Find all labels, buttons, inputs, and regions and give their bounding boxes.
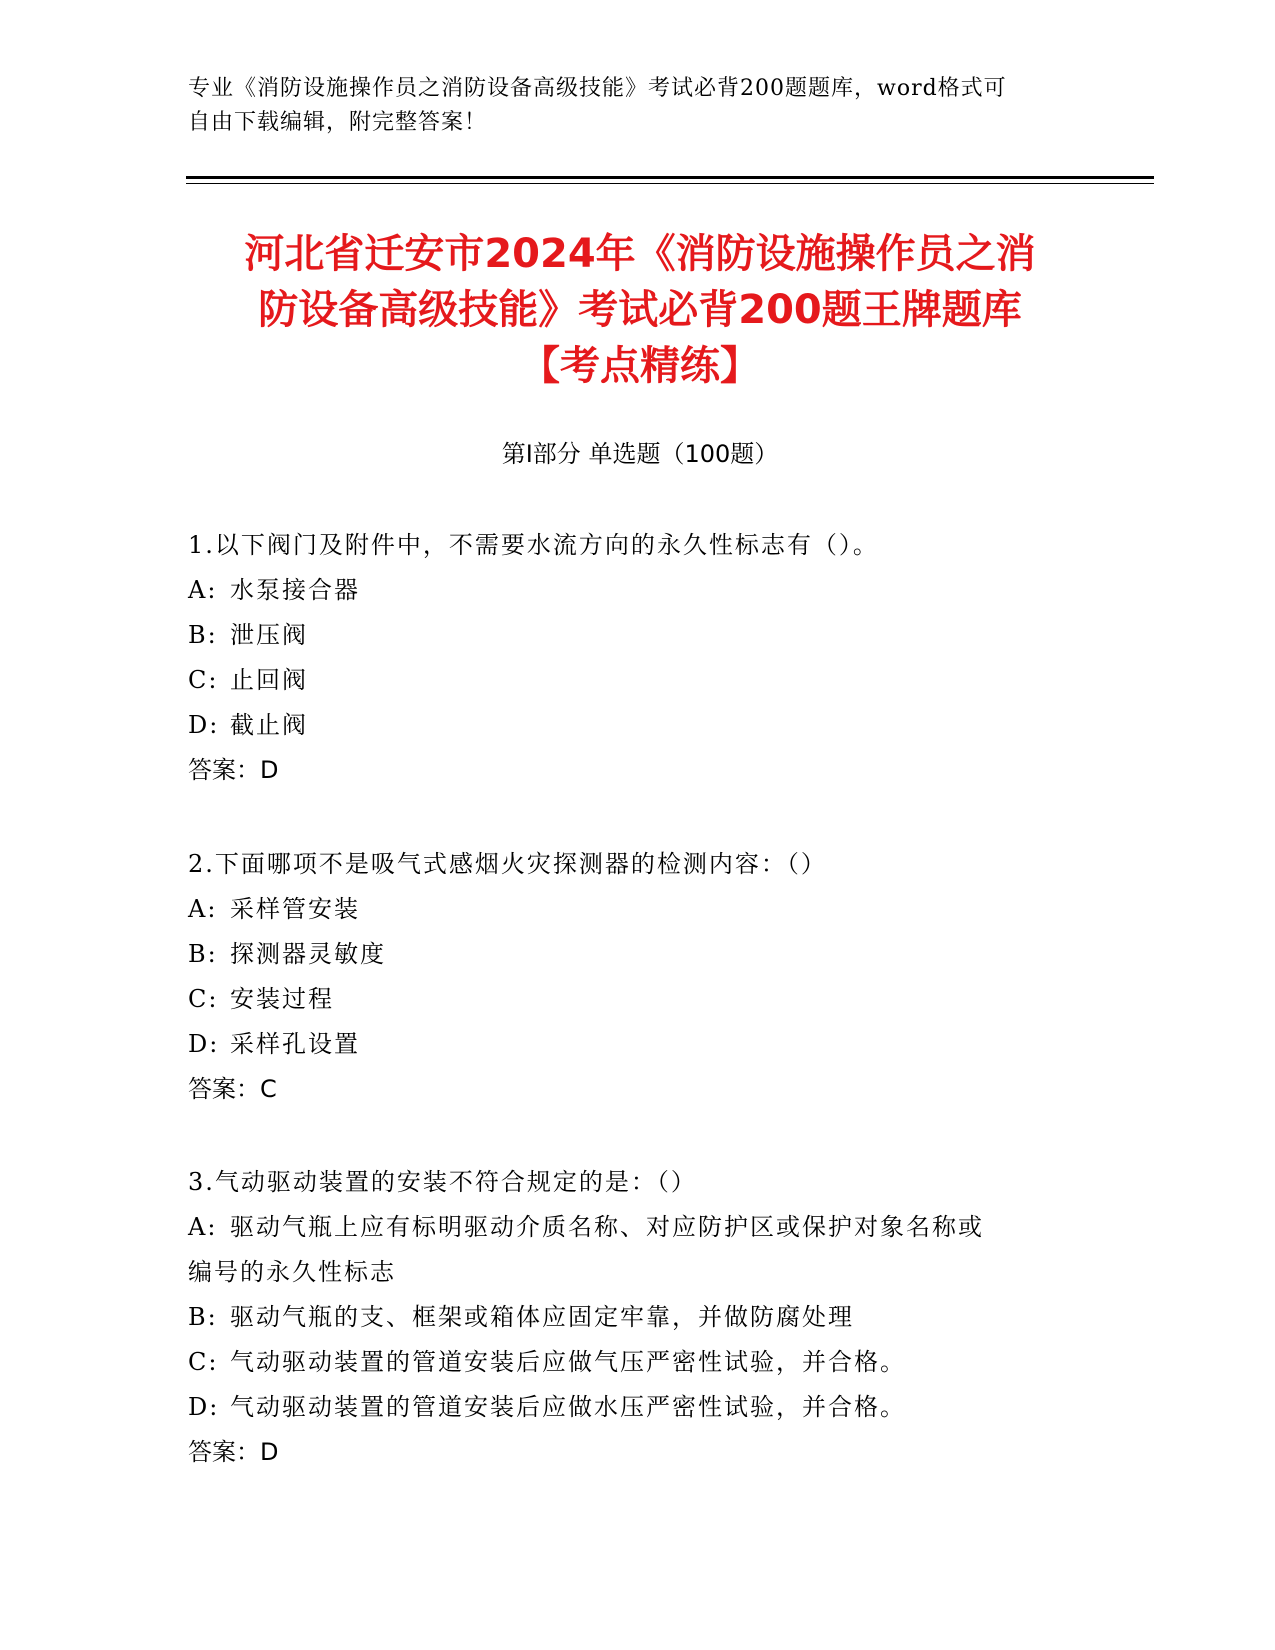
header-divider: [186, 176, 1154, 179]
option-text: 气动驱动装置的管道安装后应做气压严密性试验，并合格。: [230, 1348, 906, 1376]
option-text: 采样孔设置: [230, 1030, 360, 1058]
option-text: 止回阀: [230, 666, 308, 694]
header-note: [188, 72, 1088, 140]
option-d: [188, 703, 1088, 748]
question-text: 3.气动驱动装置的安装不符合规定的是：（）: [188, 1168, 697, 1196]
option-letter: A:: [188, 895, 218, 923]
title-line: 防设备高级技能》考试必背200题王牌题库: [258, 287, 1022, 333]
question-text: 2.下面哪项不是吸气式感烟火灾探测器的检测内容：（）: [188, 850, 827, 878]
option-text: 泄压阀: [230, 621, 308, 649]
option-text: 气动驱动装置的管道安装后应做水压严密性试验，并合格。: [230, 1393, 906, 1421]
document-title: [160, 226, 1120, 394]
option-text: 安装过程: [230, 985, 334, 1013]
option-text: 采样管安装: [230, 895, 360, 923]
option-a: [188, 887, 1088, 932]
option-a: [188, 1205, 1088, 1250]
option-letter: D:: [188, 711, 220, 739]
option-b: [188, 1295, 1088, 1340]
question-block: [188, 523, 1088, 793]
option-d: [188, 1022, 1088, 1067]
header-divider-thin: [186, 183, 1154, 184]
option-text: 截止阀: [230, 711, 308, 739]
question-block: [188, 842, 1088, 1112]
option-letter: B:: [188, 940, 218, 968]
option-letter: B:: [188, 621, 218, 649]
option-a: [188, 568, 1088, 613]
answer-text: 答案：D: [188, 1438, 279, 1466]
answer-text: 答案：D: [188, 756, 279, 784]
option-continuation: 编号的永久性标志: [188, 1258, 396, 1286]
option-letter: D:: [188, 1030, 220, 1058]
option-letter: A:: [188, 576, 218, 604]
option-letter: C:: [188, 985, 219, 1013]
option-text: 驱动气瓶上应有标明驱动介质名称、对应防护区或保护对象名称或: [230, 1213, 984, 1241]
section-heading: 第Ⅰ部分 单选题（100题）: [501, 440, 779, 468]
option-c: [188, 658, 1088, 703]
option-text: 驱动气瓶的支、框架或箱体应固定牢靠，并做防腐处理: [230, 1303, 854, 1331]
option-letter: B:: [188, 1303, 218, 1331]
option-b: [188, 932, 1088, 977]
option-letter: A:: [188, 1213, 218, 1241]
header-note-line: 专业《消防设施操作员之消防设备高级技能》考试必背200题题库，word格式可: [188, 76, 1007, 101]
option-letter: C:: [188, 666, 219, 694]
option-c: [188, 977, 1088, 1022]
title-line: 河北省迁安市2024年《消防设施操作员之消: [244, 231, 1036, 277]
option-letter: D:: [188, 1393, 220, 1421]
option-b: [188, 613, 1088, 658]
option-d: [188, 1385, 1088, 1430]
option-letter: C:: [188, 1348, 219, 1376]
option-c: [188, 1340, 1088, 1385]
header-note-line: 自由下载编辑，附完整答案！: [188, 110, 488, 135]
title-line: 【考点精练】: [520, 343, 760, 389]
option-text: 水泵接合器: [230, 576, 360, 604]
option-text: 探测器灵敏度: [230, 940, 386, 968]
answer-text: 答案：C: [188, 1075, 277, 1103]
question-text: 1.以下阀门及附件中，不需要水流方向的永久性标志有（）。: [188, 531, 879, 559]
question-block: [188, 1160, 1088, 1475]
